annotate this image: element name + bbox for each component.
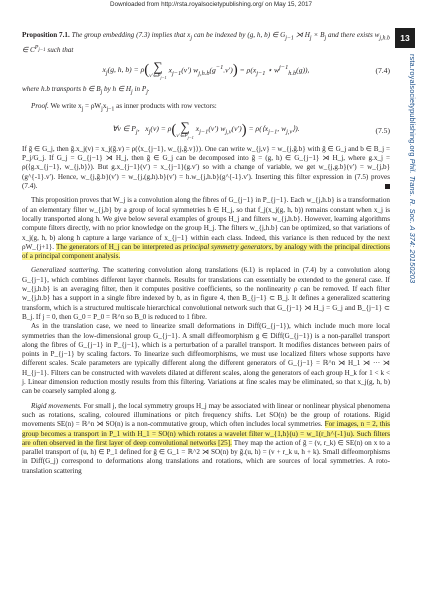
rigid-movements-title: Rigid movements. [31, 401, 82, 410]
eq74-rhs: = $\rho(x_{j-1}$ ⋆ $w^{j-1}_{h.b}(g)$), [237, 64, 310, 78]
proof-title: Proof. [31, 102, 49, 111]
page-number: 13 [395, 28, 415, 48]
highlight-generators: The generators of H_j can be interpreted as principal symmetry generators, by analogy with the principal directions of a principal component analysis. [22, 242, 390, 261]
eq74-summand: $x_{j-1}(v')$ $w_{j,h.b}(g^{-1}.v')$ [166, 64, 233, 78]
eq75-rhs: = $\rho(⟨x_{j-1}$, $w_{j,v}⟩$). [246, 124, 300, 136]
equation-7-5: ∀v ∈ $P_j$, $x_j(v) = \rho$ ( ∑ $v'\in P_{j-1}$ $x_{j-1}(v')$ $w_{j,v}(v')$ ) = $\rho(⟨x_{j-1}$, $w_{j,v}⟩$). (7.5) [112, 118, 390, 140]
download-header: Downloaded from http://rsta.royalsocietypublishing.org/ on May 15, 2017 [110, 1, 312, 8]
equation-7-4: $x_j(g$, h, b) = ρ ( ∑ $v'\in P_{j-1}$ $x_{j-1}(v')$ $w_{j,h.b}(g^{-1}.v')$ ) = $\rho(x_{j-1}$ ⋆ $w^{j-1}_{h.b}(g)$), (7.4) [102, 59, 390, 81]
journal-url[interactable]: rsta.royalsocietypublishing.org [408, 54, 417, 157]
equation-number-7-5: (7.5) [375, 125, 390, 135]
proposition-statement [22, 31, 390, 55]
proof-body: If ḡ ∈ G_j, then ḡ.x_j(v) = x_j(ḡ.v) = ρ(⟨x_{j−1}, w_{j,ḡ.v}⟩). One can write w_{j,v} = w_{j,ḡ.b} with ḡ ∈ G_j and b ∈ B_j = P_j/G_j. If G_j = G_{j−1} ⋊ H_j, then ḡ ∈ G_j can be decomposed into ḡ = (g, h) ∈ G_{j−1} ⋊ H_j, where g.x_j = ρ(⟨g.x_{j−1}, w_{j,b}⟩). But g.x_{j−1}(v′) = x_{j−1}(g.v′) so with a change of variable, we get w_{j,g.b}(v′) = w_{j,b}(g^{-1}.v′). Hence, w_{j,ḡ.b}(v′) = w_{j,(g,h).b}(v′) = h.w_{j,h.b}(g^{-1}.v′). Inserting this filter expression in (7.5) proves (7.4). [22, 144, 390, 191]
journal-sidebar [406, 54, 420, 284]
eq75-lhs: ∀v ∈ $P_j$, $x_j(v) = \rho$ [112, 124, 172, 136]
paragraph-generalized-scattering: Generalized scattering. The scattering convolution along translations (6.1) is replaced in (7.4) by a convolution along G_{j−1}, which combines different layer channels. Results for translations can essentially be extended to the general case. If w_{j,h.b} is an averaging filter, then it computes positive coefficients, so the nonlinearity ρ can be removed. If each filter w_{j,h.b} has a support in a single fibre indexed by b, as in figure 4, then B_{j−1} ⊂ B_j. It defines a generalized scattering transform, which is a structured multiscale hierarchical convolutional network such that G_{j−1} ⋊ H_j = G_j and B_{j−1} ⊂ B_j. If j = 0, then G_0 = P_0 = ℝ^n so B_0 is reduced to 1 fibre. [22, 266, 390, 321]
eq74-lhs: $x_j(g$, h, b) = ρ [102, 64, 145, 77]
eq74-sum: ∑ $v'\in P_{j-1}$ [149, 59, 167, 81]
eq75-summand: $x_{j-1}(v')$ $w_{j,v}(v')$ [193, 124, 242, 136]
eq75-sum: ∑ $v'\in P_{j-1}$ [176, 118, 194, 140]
paragraph-diffeomorphisms: As in the translation case, we need to linearize small deformations in Diff(G_{j−1}), which include much more local symmetries than the low-dimensional group G_{j−1}. A small diffeomorphism g ∈ Diff(G_{j−1}) is a non-parallel transport along the fibres of G_{j−1} in P_{j−1}, which is a perturbation of a parallel transport. It modifies distances between pairs of points in P_{j−1} by scaling factors. To linearize such diffeomorphisms, we must use localized filters whose supports have different scales. Scale parameters are typically different along the different generators of G_{j−1} = ℝ^n ⋊ H_1 ⋊ ··· ⋊ H_{j−1}. Filters can be constructed with wavelets dilated at different scales, along the generators of each group H_k for 1 < k < j. Linear dimension reduction mostly results from this filtering. Variations at fine scales may be eliminated, so that x_j(g, h, b) can be coarsely sampled along g. [22, 322, 390, 396]
journal-citation[interactable] [408, 54, 417, 283]
proof-intro: Proof. We write $x_j = \rho W_jx_{j-1}$ as inner products with row vectors: [31, 102, 217, 113]
qed-square-icon [385, 184, 390, 189]
paragraph-convolution: This proposition proves that W_j is a convolution along the fibres of G_{j−1} in P_{j−1}. Each w_{j,h.b} is a transformation of an elementary filter w_{j,b} by a group of local symmetries h ∈ H_j, so that f_j(x_j(g, h, b)) remains constant when x_j is locally transported along h. We give below several examples of groups H_j and filters w_{j,h.b}. However, learning algorithms compute filters directly, with no prior knowledge on the group H_j. The filters w_{j,h.b} can be optimized, so that variations of x_j(g, h, b) along h capture a large variance of x_{j−1} within each class. Indeed, this variance is then reduced by the next ρW_{j+1}. The generators of H_j can be interpreted as principal symmetry generators, by analogy with the principal directions of a principal component analysis. [22, 196, 390, 261]
equation-number-7-4: (7.4) [375, 66, 390, 76]
article-body [22, 31, 390, 476]
proposition-title: Proposition 7.1. [22, 31, 70, 39]
paragraph-rigid-movements: Rigid movements. For small j, the local symmetry groups H_j may be associated with linear or nonlinear physical phenomena such as rotations, scaling, coloured illuminations or pitch frequency shifts. Let SO(n) be the group of rotations. Rigid movements SE(n) = ℝ^n ⋊ SO(n) is a non-commutative group, which often includes local symmetries. For images, n = 2, this group becomes a transport in P_1 with H_1 = SO(n) which rotates a wavelet filter w_{1,h}(u) = w_1(r_h^{-1}u). Such filters are often observed in the first layer of deep convolutional networks [25]. They map the action of ḡ = (v, r_k) ∈ SE(n) on x to a parallel transport of (u, h) ∈ P_1 defined for ḡ ∈ G_1 = ℝ^2 ⋊ SO(n) by ḡ.(u, h) = (v + r_k u, h + k). Small diffeomorphisms in Diff(G_j) correspond to deformations along translations and rotations, which are sources of local symmetries. A roto-translation scattering [22, 401, 391, 475]
generalized-scattering-title: Generalized scattering. [31, 266, 100, 275]
where-clause: where h.b transports b ∈ $B_j$ by h ∈ $H_j$ in $P_j$. [22, 85, 150, 96]
proposition-text: The group embedding (7.3) implies that $x_j$ can be indexed by (g, h, b) ∈ $G_{j-1}$ ⋊ $H_j \times B_j$ and there exists $w_{j,h.b}$ ∈ $C^{P_{j-1}}$ such that [22, 31, 390, 55]
citation-text: Phil. Trans. R. Soc. A 374: 20150203 [408, 158, 417, 284]
highlight-rotations: For images, n = 2, this group becomes a transport in P_1 with H_1 = SO(n) which rotates a wavelet filter w_{1,h}(u) = w_1(r_h^{-1}u). Such filters are often observed in the first layer of deep convolutional networks [25]. [22, 420, 390, 447]
